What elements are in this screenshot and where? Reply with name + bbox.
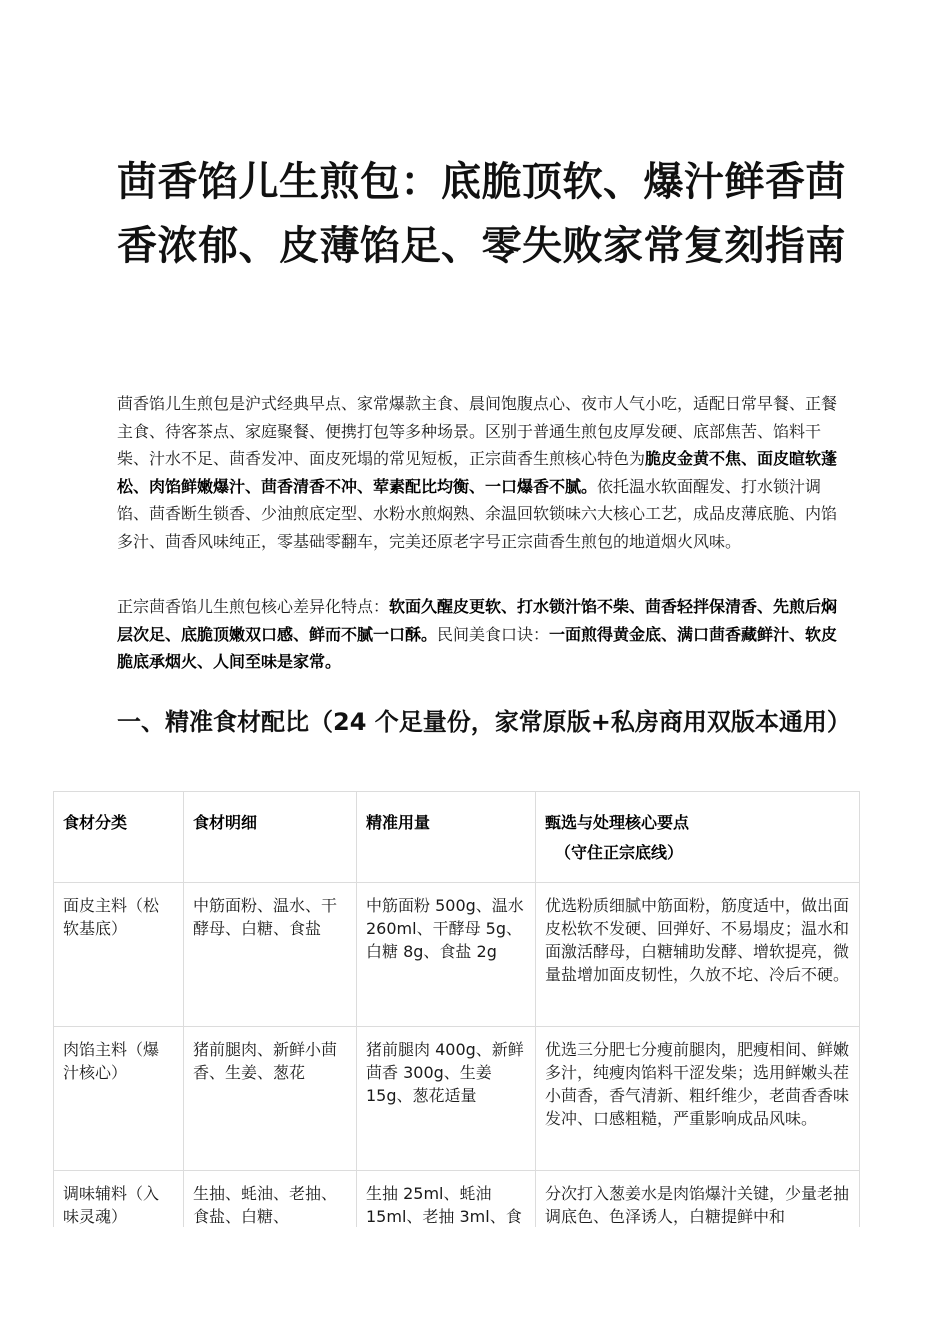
intro-highlight: 脆皮金黄不焦、面皮暄软蓬松、肉馅鲜嫩爆汁、茴香清香不冲、荤素配比均衡、一口爆香不腻。 [117, 449, 838, 496]
page-title: 茴香馅儿生煎包：底脆顶软、爆汁鲜香茴香浓郁、皮薄馅足、零失败家常复刻指南 [117, 159, 846, 269]
intro-highlight: 软面久醒皮更软、打水锁汁馅不柴、茴香轻拌保清香、先煎后焖层次足、底脆顶嫩双口感、鲜而不腻一口酥。 [117, 597, 838, 644]
ingredients-table [53, 791, 860, 1227]
table-header-cell: 精准用量 [357, 792, 536, 883]
table-cell: 优选三分肥七分瘦前腿肉，肥瘦相间、鲜嫩多汁，纯瘦肉馅料干涩发柴；选用鲜嫩头茬小茴香，香气清新、粗纤维少，老茴香香味发冲、口感粗糙，严重影响成品风味。 [536, 1027, 860, 1171]
intro-text: 茴香馅儿生煎包是沪式经典早点、家常爆款主食、晨间饱腹点心、夜市人气小吃，适配日常早餐、正餐主食、待客茶点、家庭聚餐、便携打包等多种场景。区别于普通生煎包皮厚发硬、底部焦苦、馅料干柴、汁水不足、茴香发冲、面皮死塌的常见短板，正宗茴香生煎核心特色为 [117, 394, 838, 468]
table-cell: 中筋面粉、温水、干酵母、白糖、食盐 [184, 883, 357, 1027]
table-cell: 中筋面粉 500g、温水 260ml、干酵母 5g、白糖 8g、食盐 2g [357, 883, 536, 1027]
table-cell: 调味辅料（入味灵魂） [54, 1171, 184, 1228]
table-row [54, 883, 860, 1027]
table-header-label: 甄选与处理核心要点 [545, 813, 690, 832]
ingredients-table-container [53, 791, 860, 1227]
table-header-cell: 食材分类 [54, 792, 184, 883]
intro-text: 民间美食口诀： [437, 624, 550, 644]
table-cell: 优选粉质细腻中筋面粉，筋度适中，做出面皮松软不发硬、回弹好、不易塌皮；温水和面激活酵母，白糖辅助发酵、增软提亮，微量盐增加面皮韧性，久放不坨、冷后不硬。 [536, 883, 860, 1027]
section-heading: 一、精准食材配比（24 个足量份，家常原版+私房商用双版本通用） [117, 708, 851, 736]
table-cell: 面皮主料（松软基底） [54, 883, 184, 1027]
intro-paragraph-2 [117, 593, 842, 676]
table-cell: 分次打入葱姜水是肉馅爆汁关键，少量老抽调底色、色泽诱人，白糖提鲜中和 [536, 1171, 860, 1228]
table-header-cell: 食材明细 [184, 792, 357, 883]
table-cell: 猪前腿肉 400g、新鲜茴香 300g、生姜 15g、葱花适量 [357, 1027, 536, 1171]
table-header-row [54, 792, 860, 883]
intro-text: 正宗茴香馅儿生煎包核心差异化特点： [117, 597, 390, 616]
table-cell: 肉馅主料（爆汁核心） [54, 1027, 184, 1171]
table-cell: 生抽、蚝油、老抽、食盐、白糖、 [184, 1171, 357, 1228]
intro-text: 依托温水软面醒发、打水锁汁调馅、茴香断生锁香、少油煎底定型、水粉水煎焖熟、余温回软锁味六大核心工艺，成品皮薄底脆、内馅多汁、茴香风味纯正，零基础零翻车，完美还原老字号正宗茴香生煎包的地道烟火风味。 [117, 476, 838, 551]
table-row [54, 1171, 860, 1228]
intro-highlight: 一面煎得黄金底、满口茴香藏鲜汁、软皮脆底承烟火、人间至味是家常。 [117, 624, 838, 671]
intro-paragraph-1 [117, 390, 842, 555]
table-header-sublabel: （守住正宗底线） [555, 843, 684, 862]
table-cell: 生抽 25ml、蚝油 15ml、老抽 3ml、食 [357, 1171, 536, 1228]
table-header-cell [536, 792, 860, 883]
table-row [54, 1027, 860, 1171]
table-cell: 猪前腿肉、新鲜小茴香、生姜、葱花 [184, 1027, 357, 1171]
